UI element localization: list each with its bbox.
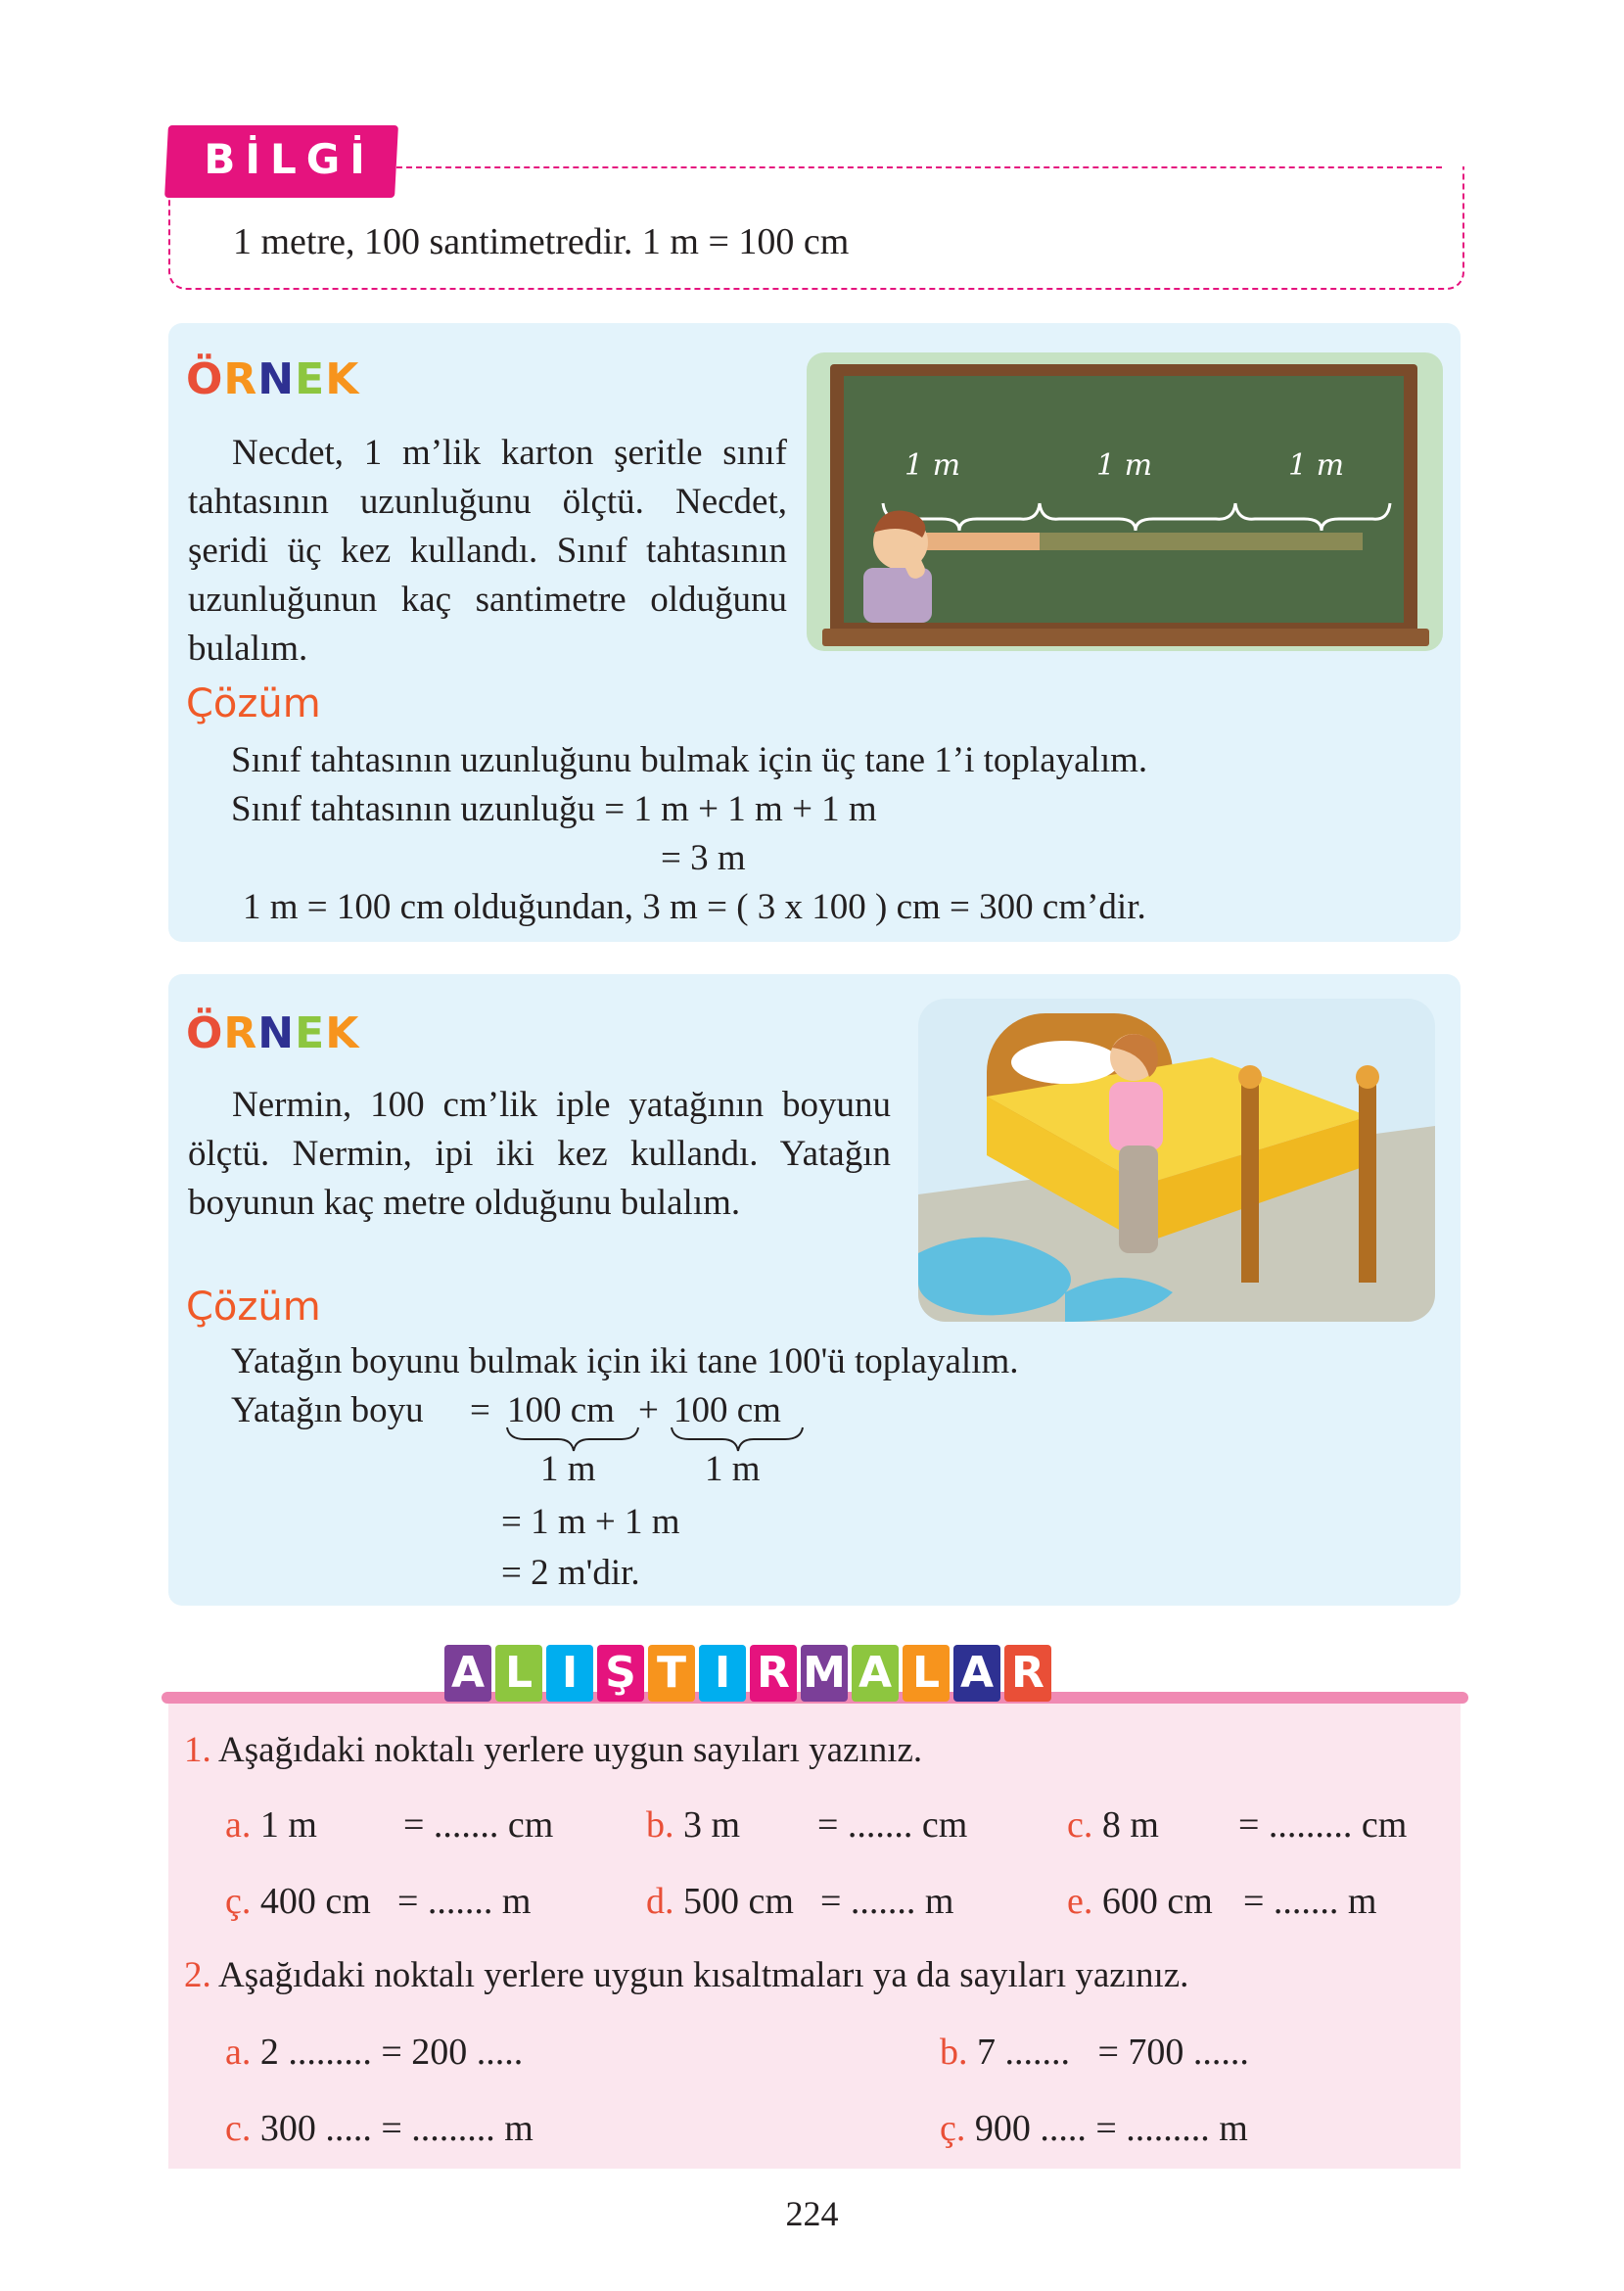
question-number: 1. [184, 1730, 211, 1770]
ornek-letter: N [257, 354, 296, 404]
example2-term1: 100 cm [507, 1390, 615, 1430]
example1-problem: Necdet, 1 m’lik karton şeritle sınıf tahtasının uzunluğunu ölçtü. Necdet, şeridi üç kez kullandı. Sınıf tahtasının uzunluğunun kaç santimetre olduğunu bulalım. [188, 433, 787, 669]
item-lhs: 1 m [259, 1804, 317, 1846]
example2-under2: 1 m [705, 1449, 761, 1489]
exercise-item [225, 1803, 317, 1847]
item-lhs: 8 m [1101, 1804, 1159, 1846]
item-label: d. [646, 1881, 674, 1922]
example1-solution-line: Sınıf tahtasının uzunluğunu bulmak için üç tane 1’i toplayalım. [231, 740, 1148, 780]
example1-heading [186, 354, 359, 404]
chalkboard-ledge [822, 629, 1429, 646]
exercise-item [1067, 1880, 1213, 1923]
bilgi-tag-label: BİLGİ [204, 135, 375, 183]
ornek-letter: Ö [186, 354, 224, 404]
title-tile: L [903, 1645, 950, 1702]
exercise-item[interactable] [940, 2031, 1249, 2074]
question-text: Aşağıdaki noktalı yerlere uygun kısaltmaları ya da sayıları yazınız. [217, 1955, 1189, 1995]
item-lhs: 500 cm [683, 1881, 794, 1922]
item-label: b. [646, 1804, 674, 1846]
ornek-letter: K [325, 1008, 360, 1058]
example2-heading [186, 1008, 359, 1058]
title-tile: M [801, 1645, 848, 1702]
item-label: e. [1067, 1881, 1093, 1922]
example1-solution-line: Sınıf tahtasının uzunluğu = 1 m + 1 m + 1 m [231, 789, 877, 829]
exercise-item[interactable] [225, 2031, 523, 2074]
exercise-answer[interactable]: = ....... cm [403, 1804, 554, 1846]
exercise-answer[interactable]: = ......... cm [1238, 1804, 1408, 1846]
ornek-letter: N [257, 1008, 296, 1058]
brace-2 [1040, 503, 1235, 531]
page-number: 224 [785, 2194, 839, 2233]
ornek-letter: E [295, 1008, 326, 1058]
exercise-item [646, 1803, 740, 1847]
bed-knob [1238, 1065, 1262, 1089]
exercise-item [225, 1880, 371, 1923]
bed-post-2 [1359, 1077, 1376, 1283]
item-text: 300 ..... = ......... m [259, 2108, 534, 2149]
example2-plus: + [638, 1390, 659, 1430]
title-tile: I [699, 1645, 746, 1702]
exercise-2-question [184, 1954, 1188, 1996]
exercise-answer[interactable]: = ....... m [820, 1881, 954, 1922]
example2-under1: 1 m [540, 1449, 596, 1489]
item-label: c. [225, 2108, 252, 2149]
brace-3 [1235, 503, 1390, 531]
exercise-1-question [184, 1729, 922, 1771]
bedroom-drawing [918, 999, 1435, 1322]
girl-shirt [1109, 1082, 1163, 1150]
title-tile: Ş [597, 1645, 644, 1702]
pillow [1011, 1041, 1119, 1084]
ornek-letter: R [223, 1008, 258, 1058]
board-label: 1 m [1288, 448, 1345, 483]
item-label: c. [1067, 1804, 1093, 1846]
example1-solution-line: = 3 m [661, 838, 746, 878]
example1-solution-title: Çözüm [186, 681, 321, 726]
exercise-item[interactable] [225, 2107, 534, 2150]
exercise-answer[interactable]: = ....... m [397, 1881, 532, 1922]
title-tile: A [444, 1645, 491, 1702]
item-label: ç. [940, 2108, 966, 2149]
exercise-item[interactable] [940, 2107, 1248, 2150]
item-label: a. [225, 1804, 252, 1846]
item-lhs: 3 m [683, 1804, 741, 1846]
exercise-item [646, 1880, 794, 1923]
title-tile: T [648, 1645, 695, 1702]
title-tile: I [546, 1645, 593, 1702]
exercise-answer[interactable]: = ....... m [1243, 1881, 1377, 1922]
exercise-item [1067, 1803, 1159, 1847]
title-tile: A [852, 1645, 899, 1702]
exercise-answer[interactable]: = ....... cm [817, 1804, 968, 1846]
example2-solution-line: Yatağın boyunu bulmak için iki tane 100'ü toplayalım. [231, 1341, 1019, 1381]
chalkboard-drawing [844, 376, 1404, 623]
example2-solution-line: = 1 m + 1 m [501, 1502, 680, 1542]
strip-shadow [1040, 533, 1363, 550]
item-label: a. [225, 2032, 252, 2073]
example2-solution-title: Çözüm [186, 1285, 321, 1330]
bed-knob-2 [1356, 1065, 1379, 1089]
item-lhs: 600 cm [1101, 1881, 1213, 1922]
item-label: b. [940, 2032, 968, 2073]
example2-equals: = [470, 1390, 490, 1430]
ornek-letter: Ö [186, 1008, 224, 1058]
ornek-letter: K [325, 354, 360, 404]
title-tile: R [1004, 1645, 1051, 1702]
item-text: 900 ..... = ......... m [974, 2108, 1248, 2149]
girl-pants [1119, 1146, 1158, 1253]
bedroom-illustration [918, 999, 1435, 1322]
example2-label: Yatağın boyu [231, 1390, 424, 1430]
board-label: 1 m [1096, 448, 1153, 483]
example2-solution-line: = 2 m'dir. [501, 1553, 640, 1593]
item-text: 7 ....... = 700 ...... [977, 2032, 1249, 2073]
ornek-letter: E [295, 354, 326, 404]
question-text: Aşağıdaki noktalı yerlere uygun sayıları yazınız. [217, 1730, 923, 1770]
item-text: 2 ......... = 200 ..... [259, 2032, 524, 2073]
board-label: 1 m [905, 448, 961, 483]
item-lhs: 400 cm [259, 1881, 371, 1922]
item-label: ç. [225, 1881, 252, 1922]
example2-problem: Nermin, 100 cm’lik iple yatağının boyunu ölçtü. Nermin, ipi iki kez kullandı. Yatağın boyunun kaç metre olduğunu bulalım. [188, 1085, 891, 1223]
example2-term2: 100 cm [673, 1390, 781, 1430]
title-tile: R [750, 1645, 797, 1702]
question-number: 2. [184, 1955, 211, 1995]
title-tile: L [495, 1645, 542, 1702]
ornek-letter: R [223, 354, 258, 404]
example1-solution-line: 1 m = 100 cm olduğundan, 3 m = ( 3 x 100 ) cm = 300 cm’dir. [243, 887, 1146, 927]
title-tile: A [953, 1645, 1000, 1702]
bilgi-text: 1 metre, 100 santimetredir. 1 m = 100 cm [233, 221, 850, 262]
bed-post [1241, 1077, 1259, 1283]
